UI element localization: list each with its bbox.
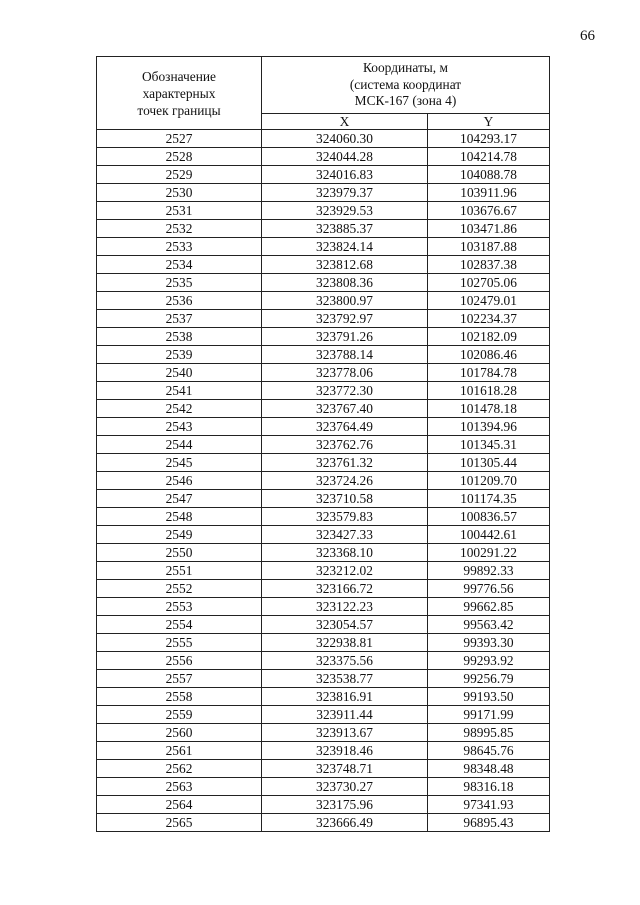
y-coordinate-cell: 103471.86	[428, 220, 550, 238]
x-coordinate-cell: 323375.56	[262, 652, 428, 670]
table-row	[97, 256, 550, 274]
x-coordinate-cell: 323792.97	[262, 310, 428, 328]
y-coordinate-cell: 102705.06	[428, 274, 550, 292]
table-row	[97, 778, 550, 796]
table-row	[97, 220, 550, 238]
x-coordinate-cell: 323666.49	[262, 814, 428, 832]
x-coordinate-cell: 323538.77	[262, 670, 428, 688]
table-row	[97, 454, 550, 472]
table-row	[97, 292, 550, 310]
x-coordinate-cell: 323761.32	[262, 454, 428, 472]
coordinates-table-container	[96, 56, 549, 832]
x-coordinate-cell: 323791.26	[262, 328, 428, 346]
table-row	[97, 706, 550, 724]
table-row	[97, 688, 550, 706]
table-row	[97, 382, 550, 400]
point-id-cell: 2558	[97, 688, 262, 706]
point-id-cell: 2562	[97, 760, 262, 778]
point-id-cell: 2557	[97, 670, 262, 688]
coordinates-table	[96, 56, 550, 832]
y-coordinate-cell: 100836.57	[428, 508, 550, 526]
table-row	[97, 724, 550, 742]
x-coordinate-cell: 323800.97	[262, 292, 428, 310]
point-id-cell: 2547	[97, 490, 262, 508]
x-coordinate-cell: 324044.28	[262, 148, 428, 166]
y-coordinate-cell: 98995.85	[428, 724, 550, 742]
y-coordinate-cell: 99171.99	[428, 706, 550, 724]
table-row	[97, 562, 550, 580]
point-id-cell: 2530	[97, 184, 262, 202]
y-coordinate-cell: 103676.67	[428, 202, 550, 220]
y-coordinate-cell: 98645.76	[428, 742, 550, 760]
table-row	[97, 796, 550, 814]
table-row	[97, 598, 550, 616]
y-coordinate-cell: 102086.46	[428, 346, 550, 364]
point-id-cell: 2553	[97, 598, 262, 616]
y-coordinate-cell: 104293.17	[428, 130, 550, 148]
point-id-cell: 2537	[97, 310, 262, 328]
table-body	[97, 130, 550, 832]
y-coordinate-cell: 99193.50	[428, 688, 550, 706]
x-coordinate-cell: 323778.06	[262, 364, 428, 382]
x-coordinate-cell: 323824.14	[262, 238, 428, 256]
point-id-cell: 2545	[97, 454, 262, 472]
y-coordinate-cell: 103187.88	[428, 238, 550, 256]
y-coordinate-cell: 102837.38	[428, 256, 550, 274]
y-coordinate-cell: 102479.01	[428, 292, 550, 310]
table-row	[97, 760, 550, 778]
x-coordinate-cell: 323166.72	[262, 580, 428, 598]
x-coordinate-cell: 323579.83	[262, 508, 428, 526]
table-row	[97, 508, 550, 526]
table-row	[97, 238, 550, 256]
table-row	[97, 400, 550, 418]
x-coordinate-cell: 323772.30	[262, 382, 428, 400]
x-coordinate-cell: 323929.53	[262, 202, 428, 220]
table-row	[97, 310, 550, 328]
y-coordinate-cell: 99293.92	[428, 652, 550, 670]
y-coordinate-cell: 101305.44	[428, 454, 550, 472]
y-coordinate-cell: 99256.79	[428, 670, 550, 688]
table-row	[97, 670, 550, 688]
point-id-cell: 2563	[97, 778, 262, 796]
table-row	[97, 814, 550, 832]
x-coordinate-cell: 322938.81	[262, 634, 428, 652]
point-id-cell: 2533	[97, 238, 262, 256]
y-coordinate-cell: 100442.61	[428, 526, 550, 544]
x-coordinate-cell: 323812.68	[262, 256, 428, 274]
table-row	[97, 418, 550, 436]
x-coordinate-cell: 323788.14	[262, 346, 428, 364]
x-coordinate-cell: 323913.67	[262, 724, 428, 742]
y-coordinate-cell: 103911.96	[428, 184, 550, 202]
coordinates-header-line: (система координат	[349, 76, 462, 92]
y-coordinate-cell: 104088.78	[428, 166, 550, 184]
coordinates-header	[262, 57, 550, 114]
y-column-header: Y	[428, 114, 550, 130]
point-id-cell: 2546	[97, 472, 262, 490]
y-coordinate-cell: 99662.85	[428, 598, 550, 616]
x-coordinate-cell: 323808.36	[262, 274, 428, 292]
y-coordinate-cell: 101784.78	[428, 364, 550, 382]
y-coordinate-cell: 102234.37	[428, 310, 550, 328]
table-row	[97, 490, 550, 508]
table-row	[97, 544, 550, 562]
y-coordinate-cell: 97341.93	[428, 796, 550, 814]
point-id-cell: 2565	[97, 814, 262, 832]
table-row	[97, 634, 550, 652]
point-id-cell: 2548	[97, 508, 262, 526]
point-id-cell: 2539	[97, 346, 262, 364]
x-coordinate-cell: 323054.57	[262, 616, 428, 634]
y-coordinate-cell: 99393.30	[428, 634, 550, 652]
point-id-cell: 2556	[97, 652, 262, 670]
point-id-cell: 2543	[97, 418, 262, 436]
table-row	[97, 202, 550, 220]
y-coordinate-cell: 101345.31	[428, 436, 550, 454]
point-id-cell: 2532	[97, 220, 262, 238]
x-coordinate-cell: 323748.71	[262, 760, 428, 778]
table-row	[97, 364, 550, 382]
table-row	[97, 742, 550, 760]
point-id-cell: 2527	[97, 130, 262, 148]
table-row	[97, 148, 550, 166]
table-row	[97, 166, 550, 184]
table-header	[97, 57, 550, 130]
x-coordinate-cell: 323885.37	[262, 220, 428, 238]
point-id-cell: 2550	[97, 544, 262, 562]
x-coordinate-cell: 323724.26	[262, 472, 428, 490]
designation-header-line: Обозначение	[142, 68, 216, 84]
point-id-cell: 2554	[97, 616, 262, 634]
page-number: 66	[580, 28, 595, 44]
designation-header-line: точек границы	[137, 102, 221, 118]
table-row	[97, 184, 550, 202]
table-row	[97, 328, 550, 346]
point-id-cell: 2542	[97, 400, 262, 418]
y-coordinate-cell: 101209.70	[428, 472, 550, 490]
x-coordinate-cell: 324016.83	[262, 166, 428, 184]
x-coordinate-cell: 323918.46	[262, 742, 428, 760]
table-row	[97, 580, 550, 598]
point-id-cell: 2531	[97, 202, 262, 220]
designation-header	[97, 57, 262, 130]
y-coordinate-cell: 101618.28	[428, 382, 550, 400]
table-row	[97, 436, 550, 454]
x-coordinate-cell: 323122.23	[262, 598, 428, 616]
point-id-cell: 2555	[97, 634, 262, 652]
y-coordinate-cell: 99892.33	[428, 562, 550, 580]
y-coordinate-cell: 99563.42	[428, 616, 550, 634]
y-coordinate-cell: 96895.43	[428, 814, 550, 832]
y-coordinate-cell: 102182.09	[428, 328, 550, 346]
table-row	[97, 472, 550, 490]
coordinates-header-line: Координаты, м	[363, 60, 448, 76]
point-id-cell: 2535	[97, 274, 262, 292]
y-coordinate-cell: 101478.18	[428, 400, 550, 418]
table-row	[97, 346, 550, 364]
point-id-cell: 2559	[97, 706, 262, 724]
y-coordinate-cell: 101174.35	[428, 490, 550, 508]
table-row	[97, 274, 550, 292]
point-id-cell: 2544	[97, 436, 262, 454]
x-coordinate-cell: 323816.91	[262, 688, 428, 706]
point-id-cell: 2549	[97, 526, 262, 544]
x-coordinate-cell: 323730.27	[262, 778, 428, 796]
x-coordinate-cell: 323175.96	[262, 796, 428, 814]
x-coordinate-cell: 324060.30	[262, 130, 428, 148]
table-row	[97, 652, 550, 670]
x-coordinate-cell: 323368.10	[262, 544, 428, 562]
point-id-cell: 2529	[97, 166, 262, 184]
point-id-cell: 2551	[97, 562, 262, 580]
x-coordinate-cell: 323764.49	[262, 418, 428, 436]
x-coordinate-cell: 323212.02	[262, 562, 428, 580]
x-coordinate-cell: 323767.40	[262, 400, 428, 418]
point-id-cell: 2528	[97, 148, 262, 166]
y-coordinate-cell: 98348.48	[428, 760, 550, 778]
table-row	[97, 616, 550, 634]
point-id-cell: 2564	[97, 796, 262, 814]
point-id-cell: 2536	[97, 292, 262, 310]
point-id-cell: 2540	[97, 364, 262, 382]
coordinates-header-line: МСК-167 (зона 4)	[354, 93, 457, 109]
point-id-cell: 2541	[97, 382, 262, 400]
designation-header-line: характерных	[142, 85, 216, 101]
table-row	[97, 526, 550, 544]
table-row	[97, 130, 550, 148]
y-coordinate-cell: 104214.78	[428, 148, 550, 166]
point-id-cell: 2552	[97, 580, 262, 598]
point-id-cell: 2561	[97, 742, 262, 760]
y-coordinate-cell: 100291.22	[428, 544, 550, 562]
y-coordinate-cell: 98316.18	[428, 778, 550, 796]
x-coordinate-cell: 323762.76	[262, 436, 428, 454]
y-coordinate-cell: 99776.56	[428, 580, 550, 598]
x-coordinate-cell: 323979.37	[262, 184, 428, 202]
x-coordinate-cell: 323427.33	[262, 526, 428, 544]
point-id-cell: 2538	[97, 328, 262, 346]
x-coordinate-cell: 323710.58	[262, 490, 428, 508]
y-coordinate-cell: 101394.96	[428, 418, 550, 436]
point-id-cell: 2534	[97, 256, 262, 274]
x-coordinate-cell: 323911.44	[262, 706, 428, 724]
point-id-cell: 2560	[97, 724, 262, 742]
x-column-header: X	[262, 114, 428, 130]
